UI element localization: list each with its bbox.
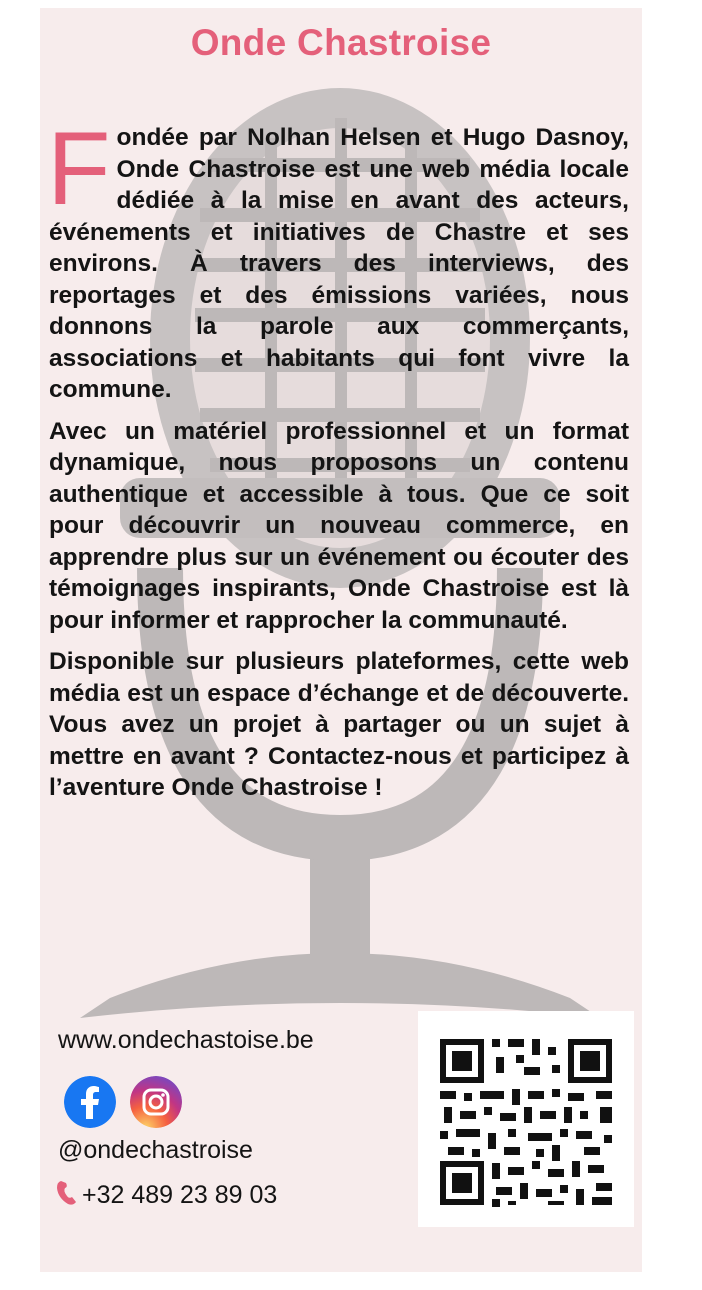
facebook-icon[interactable]: [64, 1076, 116, 1128]
paragraph-intro: [47, 111, 629, 406]
social-handle: @ondechastroise: [58, 1136, 253, 1164]
drop-cap: F: [47, 111, 111, 227]
flyer-card: [40, 8, 642, 1272]
paragraph-contact-call: Disponible sur plusieurs plateformes, cette web média est un espace d’échange et de découverte. Vous avez un projet à partager ou un sujet à mettre en avant ? Contactez-nous et participez à l’aventure Onde Chastroise !: [49, 648, 629, 801]
social-icons: [64, 1076, 182, 1128]
phone-icon: [56, 1180, 78, 1206]
instagram-icon[interactable]: [130, 1076, 182, 1128]
paragraph-intro-text: ondée par Nolhan Helsen et Hugo Dasnoy, Onde Chastroise est une web média locale dédiée à la mise en avant des acteurs, événements et initiatives de Chastre et ses environs. À travers des interviews, des reportages et des émissions variées, nous donnons la parole aux commerçants, associations et habitants qui font vivre la commune.: [49, 124, 629, 403]
paragraph-equipment: Avec un matériel professionnel et un format dynamique, nous proposons un contenu authentique et accessible à tous. Que ce soit pour découvrir un nouveau commerce, en apprendre plus sur un événement ou écouter des témoignages inspirants, Onde Chastroise est là pour informer et rapprocher la communauté.: [49, 417, 629, 634]
page-title: Onde Chastroise: [190, 22, 492, 63]
phone-number: +32 489 23 89 03: [82, 1181, 278, 1209]
qr-code[interactable]: [418, 1011, 634, 1227]
article-body: [47, 111, 629, 814]
website-link[interactable]: www.ondechastoise.be: [58, 1026, 314, 1054]
phone-row[interactable]: [56, 1180, 277, 1210]
